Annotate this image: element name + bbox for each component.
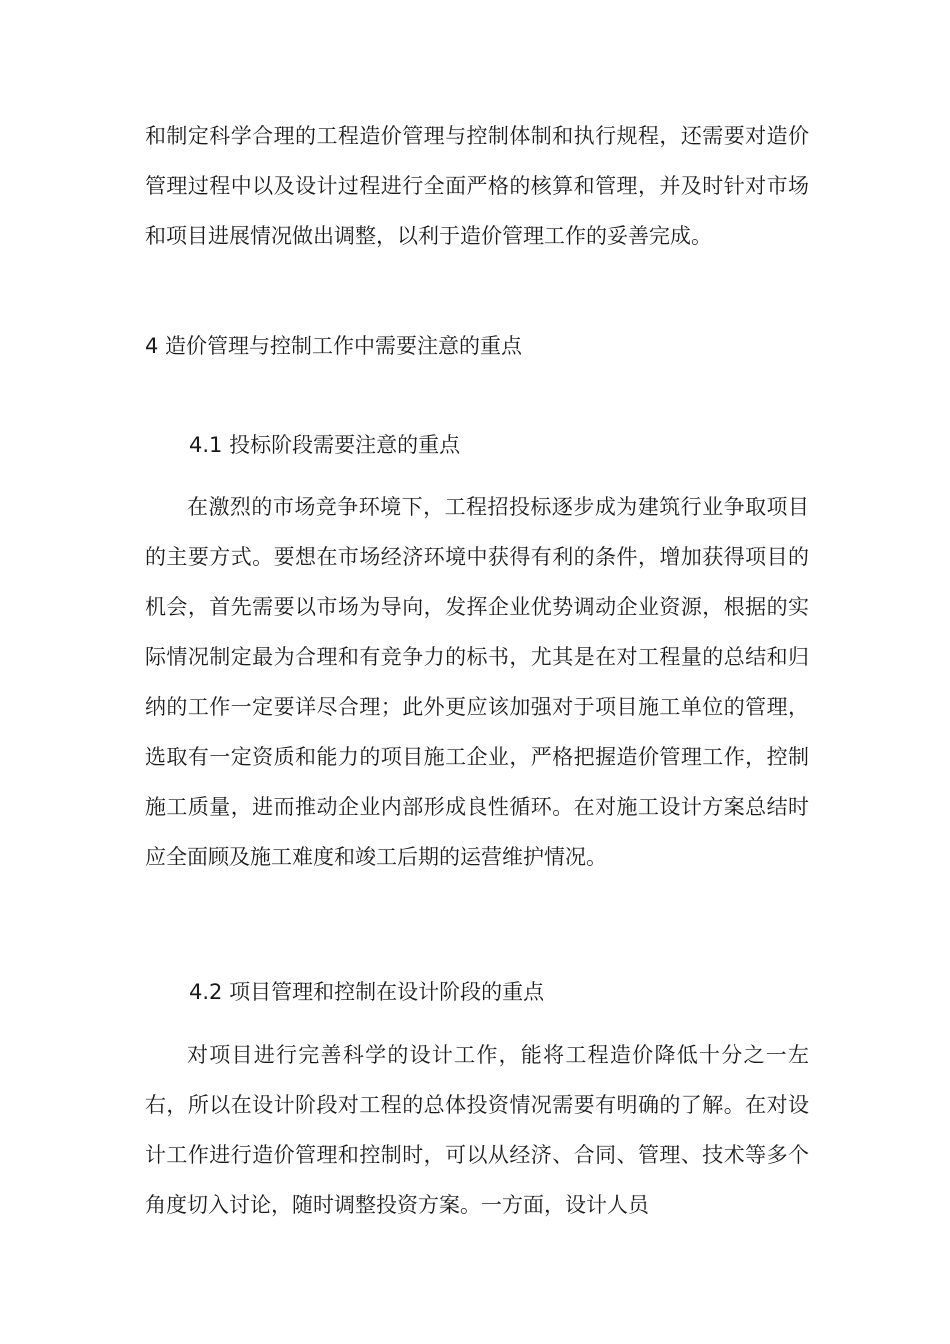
section-4-heading: 4 造价管理与控制工作中需要注意的重点 [145,334,523,358]
section-4-1-paragraph: 在激烈的市场竞争环境下，工程招投标逐步成为建筑行业争取项目的主要方式。要想在市场经济环境中获得有利的条件，增加获得项目的机会，首先需要以市场为导向，发挥企业优势调动企业资源，根据的实际情况制定最为合理和有竞争力的标书，尤其是在对工程量的总结和归纳的工作一定要详尽合理；此外更应该加强对于项目施工单位的管理，选取有一定资质和能力的项目施工企业，严格把握造价管理工作，控制施工质量，进而推动企业内部形成良性循环。在对施工设计方案总结时应全面顾及施工难度和竣工后期的运营维护情况。 [145,495,809,869]
section-4-2-paragraph: 对项目进行完善科学的设计工作，能将工程造价降低十分之一左右，所以在设计阶段对工程的总体投资情况需要有明确的了解。在对设计工作进行造价管理和控制时，可以从经济、合同、管理、技术等多个角度切入讨论，随时调整投资方案。一方面，设计人员 [145,1043,809,1217]
intro-paragraph: 和制定科学合理的工程造价管理与控制体制和执行规程，还需要对造价管理过程中以及设计过程进行全面严格的核算和管理，并及时针对市场和项目进展情况做出调整，以利于造价管理工作的妥善完成。 [145,124,809,248]
section-4-2-heading: 4.2 项目管理和控制在设计阶段的重点 [189,980,545,1004]
section-4-1-heading: 4.1 投标阶段需要注意的重点 [189,433,461,457]
